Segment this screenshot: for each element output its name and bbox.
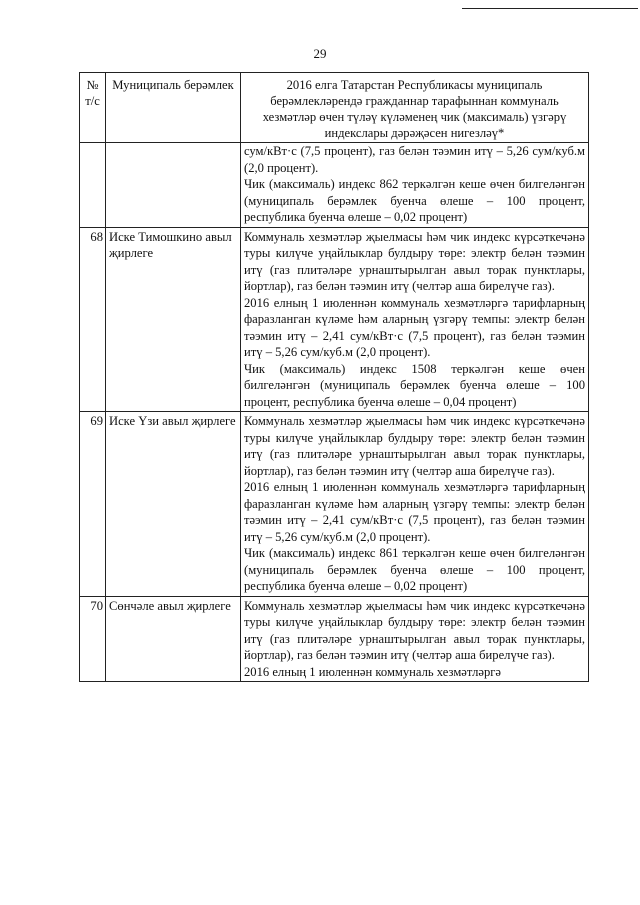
num-cell: 70	[80, 596, 106, 682]
paragraph: Чик (максималь) индекс 861 теркәлгән кеше өчен билгеләнгән (муниципаль берәмлек буенча өлеше – 100 процент, республика буенча өлеше – 0,02 процент)	[244, 546, 585, 593]
paragraph: 2016 елның 1 июленнән коммуналь хезмәтләргә тарифларның фаразланган күләме һәм аларның үзгәрү темпы: электр белән тәэмин итү – 2,41 сум/кВт·с (7,5 процент), газ белән тәэмин итү – 5,26 сум/куб.м (2,0 процент).	[244, 480, 585, 544]
description-cell	[241, 143, 589, 228]
paragraph: Коммуналь хезмәтләр җыелмасы һәм чик индекс күрсәткечәнә туры килүче уңайлыклар булдыру төре: электр белән тәэмин итү (газ плитәләре урнаштырылган авыл торак пунктлары, йортлар), газ белән тәэмин итү (челтәр аша бирелүче газ).	[244, 598, 585, 662]
paragraph: Коммуналь хезмәтләр җыелмасы һәм чик индекс күрсәткечәнә туры килүче уңайлыклар булдыру төре: электр белән тәэмин итү (газ плитәләре урнаштырылган авыл торак пунктлары, йортлар), газ белән тәэмин итү (челтәр аша бирелүче газ).	[244, 229, 585, 293]
page-number: 29	[313, 46, 327, 61]
paragraph: 2016 елның 1 июленнән коммуналь хезмәтләргә тарифларның фаразланган күләме һәм аларның үзгәрү темпы: электр белән тәэмин итү – 2,41 сум/кВт·с (7,5 процент), газ белән тәэмин итү – 5,26 сум/куб.м (2,0 процент).	[244, 295, 585, 359]
num-cell: 69	[80, 412, 106, 597]
table-row-continuation	[80, 143, 589, 228]
table-row	[80, 227, 589, 412]
header-municipality: Муниципаль берәмлек	[106, 73, 241, 143]
paragraph: Чик (максималь) индекс 862 теркәлгән кеше өчен билгеләнгән (муниципаль берәмлек буенча өлеше – 100 процент, республика буенча өлеше – 0,02 процент)	[244, 177, 585, 224]
num-cell	[80, 143, 106, 228]
paragraph: Коммуналь хезмәтләр җыелмасы һәм чик индекс күрсәткечәнә туры килүче уңайлыклар булдыру төре: электр белән тәэмин итү (газ плитәләре урнаштырылган авыл торак пунктлары, йортлар), газ белән тәэмин итү (челтәр аша бирелүче газ).	[244, 414, 585, 478]
paragraph: сум/кВт·с (7,5 процент), газ белән тәэмин итү – 5,26 сум/куб.м (2,0 процент).	[244, 144, 585, 175]
table-row	[80, 596, 589, 682]
description-cell	[241, 227, 589, 412]
municipality-cell	[106, 143, 241, 228]
paragraph: 2016 елның 1 июленнән коммуналь хезмәтләргә	[244, 664, 501, 679]
header-index: 2016 елга Татарстан Республикасы муниципаль берәмлекләрендә гражданнар тарафыннан коммуналь хезмәтләр өчен түләү күләменең чик (максималь) үзгәрү индекслары дәрәҗәсен нигезләү*	[241, 73, 589, 143]
description-cell	[241, 412, 589, 597]
corner-line	[462, 8, 638, 9]
municipality-cell: Иске Тимошкино авыл җирлеге	[106, 227, 241, 412]
header-num: № т/с	[80, 73, 106, 143]
table-header-row	[80, 73, 589, 143]
description-cell	[241, 596, 589, 682]
paragraph: Чик (максималь) индекс 1508 теркәлгән кеше өчен билгеләнгән (муниципаль берәмлек буенча өлеше – 100 процент, республика буенча өлеше – 0,04 процент)	[244, 361, 585, 409]
table-row	[80, 412, 589, 597]
municipality-cell: Иске Үзи авыл җирлеге	[106, 412, 241, 597]
municipality-cell: Сөнчәле авыл җирлеге	[106, 596, 241, 682]
municipal-index-table	[79, 72, 589, 682]
num-cell: 68	[80, 227, 106, 412]
